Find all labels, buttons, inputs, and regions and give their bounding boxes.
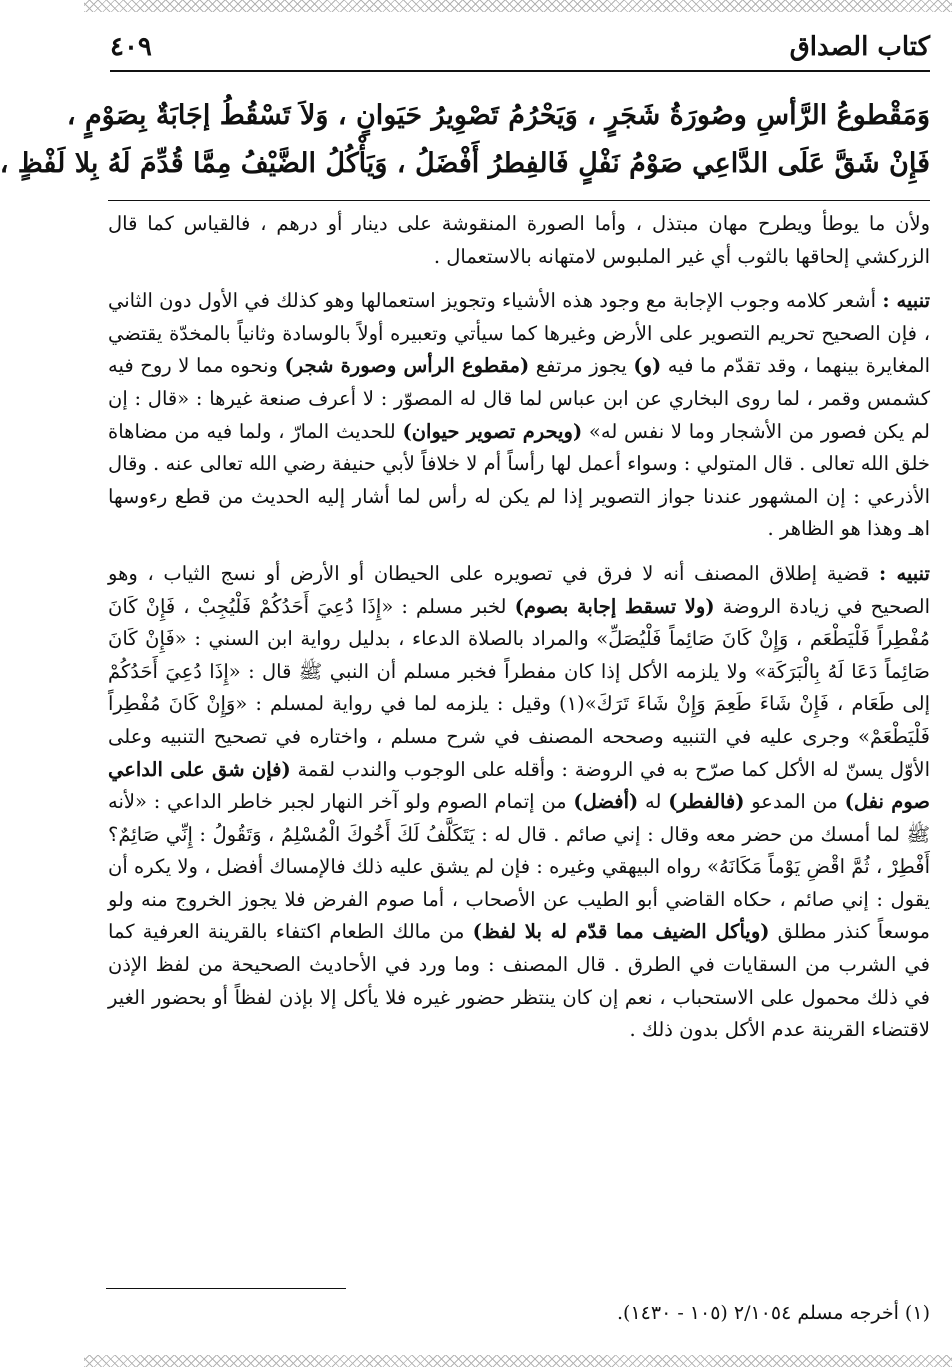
- commentary-text: قضية إطلاق المصنف أنه لا فرق في تصويره على الحيطان أو الأرض أو نسج الثياب ، وهو الصحيح في زيادة الروضة: [108, 561, 930, 618]
- book-title: كتاب الصداق: [789, 32, 930, 62]
- footnote: (١) أخرجه مسلم ٢/١٠٥٤ (١٠٥ - ١٤٣٠).: [617, 1302, 930, 1324]
- commentary-text: لخبر مسلم : «إِذَا دُعِيَ أَحَدُكُمْ فَلْيُجِبْ ، فَإِنْ كَانَ مُفْطِراً فَلْيَطْعَم ، وَإِنْ كَانَ صَائِماً فَلْيُصَلِّ» والمراد بالصلاة الدعاء ، بدليل رواية ابن السني : «فَإِنْ كَانَ صَائِماً دَعَا لَهُ بِالْبَرَكَة» ولا يلزمه الأكل إذا كان مفطراً فخبر مسلم أن النبي ﷺ قال : «إِذَا دُعِيَ أَحَدُكُمْ إلى طَعَام ، فَإِنْ شَاءَ طَعِمَ وَإِنْ شَاءَ تَرَكَ»(١) وقيل : يلزمه لما في رواية لمسلم : «وَإِنْ كَانَ مُفْطِراً فَلْيَطْعَمْ» وجرى عليه في التنبيه وصححه المصنف في شرح مسلم ، واختاره في تصحيح التنبيه وعلى الأوّل يسنّ له الأكل كما صرّح به في الروضة : وأقله على الوجوب والندب لقمة: [108, 594, 930, 781]
- note-label: تنبيه :: [878, 561, 930, 585]
- commentary-text: أشعر كلامه وجوب الإجابة مع وجود هذه الأشياء وتجويز استعمالها وهو كذلك في الأول دون الثاني ، فإن الصحيح تحريم التصوير على الأرض وغيرها كما سيأتي وتعبيره أولاً بالوسادة وثانياً بالمخدّة يقتضي المغايرة بينهما ، وقد تقدّم ما فيه: [108, 289, 930, 378]
- bottom-border-ornament: [84, 1355, 952, 1367]
- commentary-paragraph: [108, 285, 930, 546]
- matn-divider: [108, 200, 930, 201]
- matn-quote: (مقطوع الرأس وصورة شجر): [284, 354, 530, 378]
- matn-line: وَمَقْطوعُ الرَّأسِ وصُورَةُ شَجَرٍ ، وَيَحْرُمُ تَصْوِيرُ حَيَوانٍ ، وَلاَ تَسْقُطُ إجَابَةٌ بِصَوْمٍ ،: [66, 100, 930, 131]
- matn-quote: (ويحرم تصوير حيوان): [402, 419, 583, 443]
- matn-quote: (و): [633, 354, 662, 378]
- matn-text-block: [0, 92, 930, 196]
- matn-quote: (ولا تسقط إجابة بصوم): [514, 594, 715, 618]
- commentary-text: يجوز مرتفع: [529, 354, 634, 378]
- matn-quote: (ويأكل الضيف مما قدّم له بلا لفظ): [472, 920, 770, 944]
- matn-quote: (أفضل): [573, 790, 639, 814]
- page-number: ٤٠٩: [110, 32, 152, 62]
- top-border-ornament: [84, 0, 952, 12]
- matn-quote: (فالفطر): [668, 790, 745, 814]
- page-header: [110, 30, 930, 72]
- commentary-body: [108, 208, 930, 1278]
- commentary-paragraph: [108, 558, 930, 1047]
- matn-line: فَإِنْ شَقَّ عَلَى الدَّاعِي صَوْمُ نَفْلٍ فَالفِطرُ أَفْضَلُ ، وَيَأْكُلُ الضَّيْفُ مِمَّا قُدِّمَ لَهُ بِلا لَفْظٍ ،: [0, 148, 930, 179]
- commentary-text: ونحوه مما لا روح فيه كشمس وقمر ، لما روى البخاري عن ابن عباس لما قال له المصوّر : لا أعرف صنعة غيرها : «قال : إن لم يكن فصور من الأشجار وما لا نفس له»: [108, 354, 930, 443]
- commentary-text: من إتمام الصوم ولو آخر النهار لجبر خاطر الداعي : «لأنه ﷺ لما أمسك من حضر معه وقال : إني صائم . قال له : يَتَكَلَّفُ لَكَ أَخُوكَ الْمُسْلِمُ ، وَتَقُولُ : إِنِّي صَائِمٌ؟ أَفْطِرْ ، ثُمَّ اقْضِ يَوْماً مَكَانَهُ» رواه البيهقي وغيره : فإن لم يشق عليه ذلك فالإمساك أفضل ، ولا يكره أن يقول : إني صائم ، حكاه القاضي أبو الطيب عن الأصحاب ، أما صوم الفرض فلا يجوز الخروج منه ولو موسعاً كنذر مطلق: [108, 790, 930, 944]
- matn-quote: (فإن شق على الداعي صوم نفل): [108, 757, 930, 814]
- commentary-paragraph: ولأن ما يوطأ ويطرح مهان مبتذل ، وأما الصورة المنقوشة على دينار أو درهم ، فالقياس كما قال الزركشي إلحاقها بالثوب أي غير الملبوس لامتهانه بالاستعمال .: [108, 212, 930, 268]
- commentary-text: له: [638, 790, 669, 814]
- commentary-text: من المدعو: [744, 790, 845, 814]
- note-label: تنبيه :: [882, 289, 931, 313]
- commentary-text: للحديث المارّ ، ولما فيه من مضاهاة خلق الله تعالى . قال المتولي : وسواء أعمل لها رأساً أم لا خلافاً لأبي حنيفة رضي الله تعالى عنه . وقال الأذرعي : إن المشهور عندنا جواز التصوير إذا لم يكن له رأس لما أشار إليه الحديث من قطع رءوسها اهـ وهذا هو الظاهر .: [108, 419, 930, 541]
- footnote-divider: [106, 1288, 346, 1289]
- commentary-text: من مالك الطعام اكتفاء بالقرينة العرفية كما في الشرب من السقايات في الطرق . قال المصنف : وما ورد في الأحاديث الصحيحة من لفظ الإذن في ذلك محمول على الاستحباب ، نعم إن كان ينتظر حضور غيره فلا يأكل إلا بإذن لفظاً أو بحضور الغير لاقتضاء القرينة عدم الأكل بدون ذلك .: [108, 920, 930, 1042]
